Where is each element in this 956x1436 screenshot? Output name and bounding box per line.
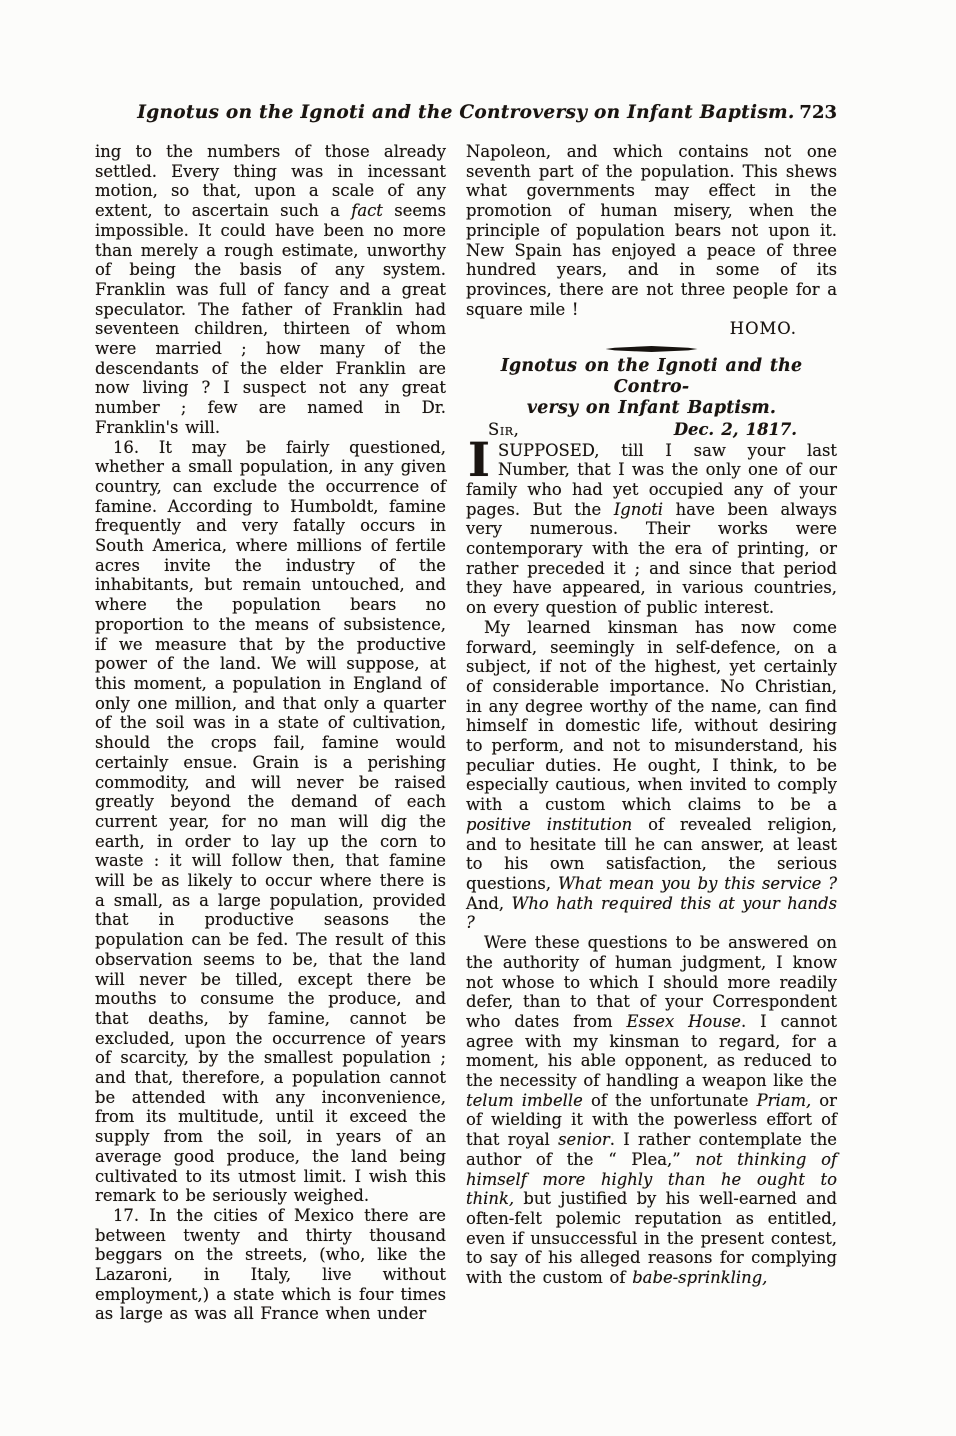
salutation-sir: Sir,: [488, 420, 520, 440]
drop-cap-letter: I: [468, 432, 490, 488]
body-paragraph: Napoleon, and which contains not one seventh part of the population. This shews what governments may effect in the promotion of human misery, when the principle of population bears not upon it. New Spain has enjoyed a peace of three hundred years, and in some of its provinces, there are not three people for a square mile !: [466, 142, 837, 319]
running-header-title: Ignotus on the Ignoti and the Controversy on Infant Baptism.: [137, 102, 795, 123]
body-paragraph: 16. It may be fairly questioned, whether a small population, in any given country, can exclude the occurrence of famine. According to Humboldt, famine frequently and very fatally occurs in South America, where millions of fertile acres invite the industry of the inhabitants, but remain untouched, and where the population bears no proportion to the means of subsistence, if we measure that by the productive power of the land. We will suppose, at this moment, a population in England of only one million, and that only a quarter of the soil was in a state of cultivation, should the crops fail, famine would certainly ensue. Grain is a perishing commodity, and will never be raised greatly beyond the demand of each current year, for no man will dig the earth, in order to lay up the corn to waste : it will follow then, that famine will be as likely to occur where there is a small, as a large population, provided that in productive seasons the population can be fed. The result of this observation seems to be, that the land will never be tilled, except there be mouths to consume the produce, and that deaths, by famine, cannot be excluded, upon the occurrence of years of scarcity, by the smallest population ; and that, therefore, a population cannot be attended with any inconvenience, from its multitude, until it exceed the supply from the soil, in years of an average good produce, the land being cultivated to its utmost limit. I wish this remark to be seriously weighed.: [95, 437, 446, 1206]
section-divider-rule: [606, 346, 698, 352]
running-header: [95, 100, 837, 126]
article-title: Ignotus on the Ignoti and the Contro- versy on Infant Baptism.: [500, 356, 803, 419]
left-column: [95, 142, 446, 1324]
body-paragraph: Were these questions to be answered on the authority of human judgment, I know not whose to which I should more readily defer, than to that of your Correspondent who dates from Essex House. I cannot agree with my kinsman to regard, for a moment, his able opponent, as reduced to the necessity of handling a weapon like the telum imbelle of the unfortunate Priam, or of wielding it with the powerless effort of that royal senior. I rather contemplate the author of the “ Plea,” not thinking of himself more highly than he ought to think, but justified by his well-earned and often-felt polemic reputation as entitled, even if unsuccessful in the present contest, to say of his alleged reasons for complying with the custom of babe-sprinkling,: [466, 933, 838, 1288]
body-paragraph: My learned kinsman has now come forward, seemingly in self-defence, on a subject, if not of the highest, yet certainly of considerable importance. No Christian, in any degree worthy of the name, can find himself in domestic life, without desiring to perform, and not to misunderstand, his peculiar duties. He ought, I think, to be especially cautious, when invited to comply with a custom which claims to be a positive institution of revealed religion, and to hesitate till he can answer, at least to his own satisfaction, the serious questions, What mean you by this service ? And, Who hath required this at your hands ?: [466, 617, 837, 933]
page-number: 723: [799, 102, 837, 123]
right-column: [466, 142, 837, 1324]
dateline: Dec. 2, 1817.: [673, 420, 797, 440]
body-paragraph: ISUPPOSED, till I saw your last Number, that I was the only one of our family who had yet occupied any of your pages. But the Ignoti have been always very numerous. Their works were contemporary with the era of printing, or rather preceded it ; and since that period they have appeared, in various countries, on every question of public interest.: [466, 432, 837, 618]
text-columns: [95, 142, 837, 1324]
body-paragraph: 17. In the cities of Mexico there are between twenty and thirty thousand beggars on the streets, (who, like the Lazaroni, in Italy, live without employment,) a state which is four times as large as was all France when under: [95, 1205, 446, 1324]
salutation-line: [466, 419, 837, 441]
body-paragraph: ing to the numbers of those already settled. Every thing was in incessant motion, so that, upon a scale of any extent, to ascertain such a fact seems impossible. It could have been no more than merely a rough estimate, unworthy of being the basis of any system. Franklin was full of fancy and a great speculator. The father of Franklin had seventeen children, thirteen of whom were married ; how many of the descendants of the elder Franklin are now living ? I suspect not any great number ; few are named in Dr. Franklin's will.: [95, 142, 446, 437]
author-signature: HOMO.: [729, 319, 797, 339]
